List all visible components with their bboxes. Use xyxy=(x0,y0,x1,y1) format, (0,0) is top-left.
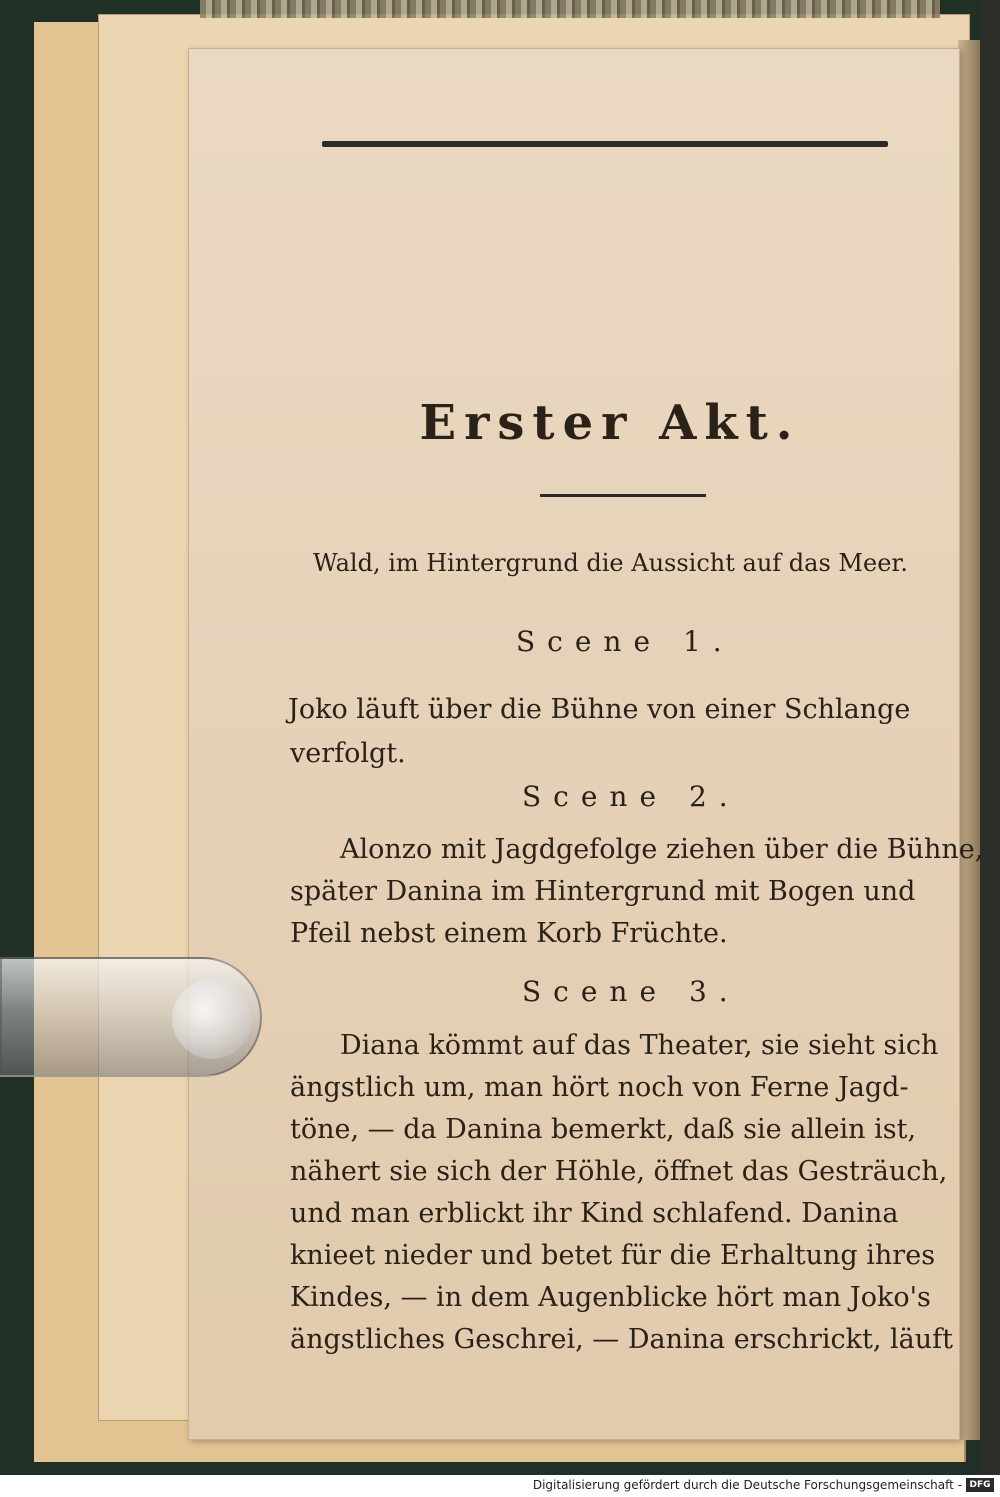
dfg-logo: DFG xyxy=(966,1478,994,1492)
page-clip xyxy=(0,957,262,1077)
scene-1-title: Scene 1. xyxy=(516,625,734,658)
scene-3-line: töne, — da Danina bemerkt, daß sie allein ist, xyxy=(290,1114,917,1145)
scene-3-line: Diana kömmt auf das Theater, sie sieht sich xyxy=(340,1030,939,1061)
scene-3-line: ängstliches Geschrei, — Danina erschrickt, läuft xyxy=(290,1324,953,1355)
scene-3-line: ängstlich um, man hört noch von Ferne Jagd- xyxy=(290,1072,909,1103)
scene-1-line: Joko läuft über die Bühne von einer Schlange xyxy=(288,694,911,725)
act-title: Erster Akt. xyxy=(419,395,801,451)
scene-3-line: und man erblickt ihr Kind schlafend. Danina xyxy=(290,1198,899,1229)
scene-3-line: knieet nieder und betet für die Erhaltung ihres xyxy=(290,1240,936,1271)
scene-1-line: verfolgt. xyxy=(290,738,406,769)
scene-3-line: Kindes, — in dem Augenblicke hört man Joko's xyxy=(290,1282,931,1313)
scene-3-line: nähert sie sich der Höhle, öffnet das Gesträuch, xyxy=(290,1156,948,1187)
scene-2-title: Scene 2. xyxy=(522,780,740,813)
scene-2-line: Pfeil nebst einem Korb Früchte. xyxy=(290,918,728,949)
page-edge-shadow xyxy=(958,40,980,1440)
frayed-binding-edge xyxy=(200,0,940,18)
stage-setting: Wald, im Hintergrund die Aussicht auf das Meer. xyxy=(313,549,908,577)
scanner-edge xyxy=(980,0,1000,1475)
scene-2-line: später Danina im Hintergrund mit Bogen und xyxy=(290,876,916,907)
footer-bar xyxy=(0,1475,1000,1497)
funding-credit: Digitalisierung gefördert durch die Deutsche Forschungsgemeinschaft - xyxy=(532,1478,962,1492)
scene-2-line: Alonzo mit Jagdgefolge ziehen über die Bühne, xyxy=(340,834,984,865)
page-clip-tip xyxy=(172,979,252,1059)
top-rule xyxy=(322,141,888,147)
scene-3-title: Scene 3. xyxy=(522,975,740,1008)
title-underline xyxy=(540,494,706,497)
